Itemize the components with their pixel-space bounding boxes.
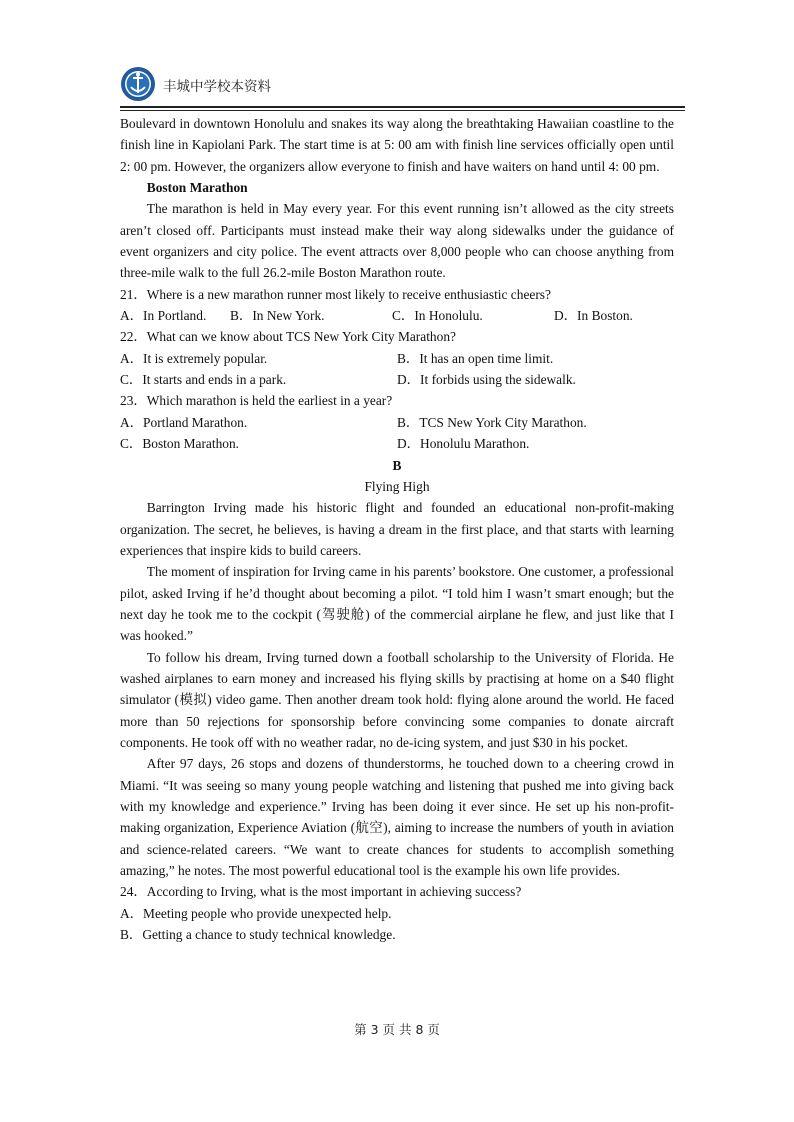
option-a: A．Meeting people who provide unexpected help. bbox=[120, 905, 392, 921]
school-name: 丰城中学校本资料 bbox=[163, 79, 271, 95]
option-a: A．It is extremely popular. bbox=[120, 350, 268, 366]
option-b: B．In New York. bbox=[230, 308, 325, 324]
paragraph-continued: Boulevard in downtown Honolulu and snakes its way along the breathtaking Hawaiian coastline to the finish line in Kapiolani Park. The start time is at 5: 00 am with finish line services officially open until 2: 00 pm. However, the organizers allow everyone to finish and have waiters on hand until 4: 00 pm. bbox=[120, 116, 674, 174]
passage-title: Flying High bbox=[364, 478, 430, 494]
option-b: B．Getting a chance to study technical knowledge. bbox=[120, 927, 396, 943]
page-header bbox=[120, 66, 685, 106]
question-23-options-ab bbox=[120, 412, 674, 433]
option-d: D．In Boston. bbox=[554, 308, 633, 324]
option-c: C．In Honolulu. bbox=[392, 308, 483, 324]
question-23-options-cd bbox=[120, 433, 674, 454]
page-content bbox=[120, 113, 674, 945]
option-c: C．Boston Marathon. bbox=[120, 436, 240, 452]
question-24: 24．According to Irving, what is the most important in achieving success? bbox=[120, 884, 522, 900]
option-b: B．It has an open time limit. bbox=[397, 350, 554, 366]
school-crest-icon bbox=[120, 66, 156, 102]
option-d: D．It forbids using the sidewalk. bbox=[397, 372, 576, 388]
question-21: 21．Where is a new marathon runner most likely to receive enthusiastic cheers? bbox=[120, 286, 551, 302]
question-22-options-cd bbox=[120, 369, 674, 390]
question-21-options bbox=[120, 305, 674, 326]
passage-paragraph-4: After 97 days, 26 stops and dozens of thunderstorms, he touched down to a cheering crowd in Miami. “It was seeing so many young people watching and listening that pushed me into giving back with my knowledge and experience.” Irving has been doing it ever since. He set up his non-profit-making organization, Experience Aviation (航空), aiming to increase the numbers of youth in aviation and science-related careers. “We want to create chances for students to accomplish something amazing,” he notes. The most powerful educational tool is the example his own life provides. bbox=[120, 756, 674, 879]
passage-paragraph-3: To follow his dream, Irving turned down a football scholarship to the University of Florida. He washed airplanes to earn money and increased his flying skills by practising at home on a $40 flight simulator (模拟) video game. Then another dream took hold: flying alone around the world. He faced more than 50 rejections for sponsorship before convincing some companies to donate aircraft components. He took off with no weather radar, no de-icing system, and just $30 in his pocket. bbox=[120, 649, 674, 750]
option-c: C．It starts and ends in a park. bbox=[120, 372, 287, 388]
option-a: A．Portland Marathon. bbox=[120, 414, 248, 430]
header-rule bbox=[120, 106, 685, 108]
passage-paragraph-1: Barrington Irving made his historic flight and founded an educational non-profit-making organization. The secret, he believes, is having a dream in the first place, and that starts with learning experiences that inspire kids to build careers. bbox=[120, 500, 674, 558]
option-b: B．TCS New York City Marathon. bbox=[397, 414, 587, 430]
section-b-label: B bbox=[392, 457, 402, 473]
passage-paragraph-2: The moment of inspiration for Irving came in his parents’ bookstore. One customer, a professional pilot, asked Irving if he’d thought about becoming a pilot. “I told him I wasn’t smart enough; but the next day he took me to the cockpit (驾驶舱) of the commercial airplane he flew, and just like that I was hooked.” bbox=[120, 564, 674, 644]
header-rule-thin bbox=[120, 110, 685, 111]
boston-paragraph: The marathon is held in May every year. For this event running isn’t allowed as the city streets aren’t closed off. Participants must instead make their way along sidewalks under the guidance of event organizers and city police. The event attracts over 8,000 people who can choose anything from three-mile walk to the full 26.2-mile Boston Marathon route. bbox=[120, 201, 674, 281]
question-23: 23．Which marathon is held the earliest in a year? bbox=[120, 393, 393, 409]
question-22: 22．What can we know about TCS New York City Marathon? bbox=[120, 329, 456, 345]
option-d: D．Honolulu Marathon. bbox=[397, 436, 530, 452]
question-22-options-ab bbox=[120, 348, 674, 369]
boston-heading: Boston Marathon bbox=[146, 180, 248, 196]
option-a: A．In Portland. bbox=[120, 308, 207, 324]
page-number: 第 3 页 共 8 页 bbox=[354, 1022, 440, 1037]
